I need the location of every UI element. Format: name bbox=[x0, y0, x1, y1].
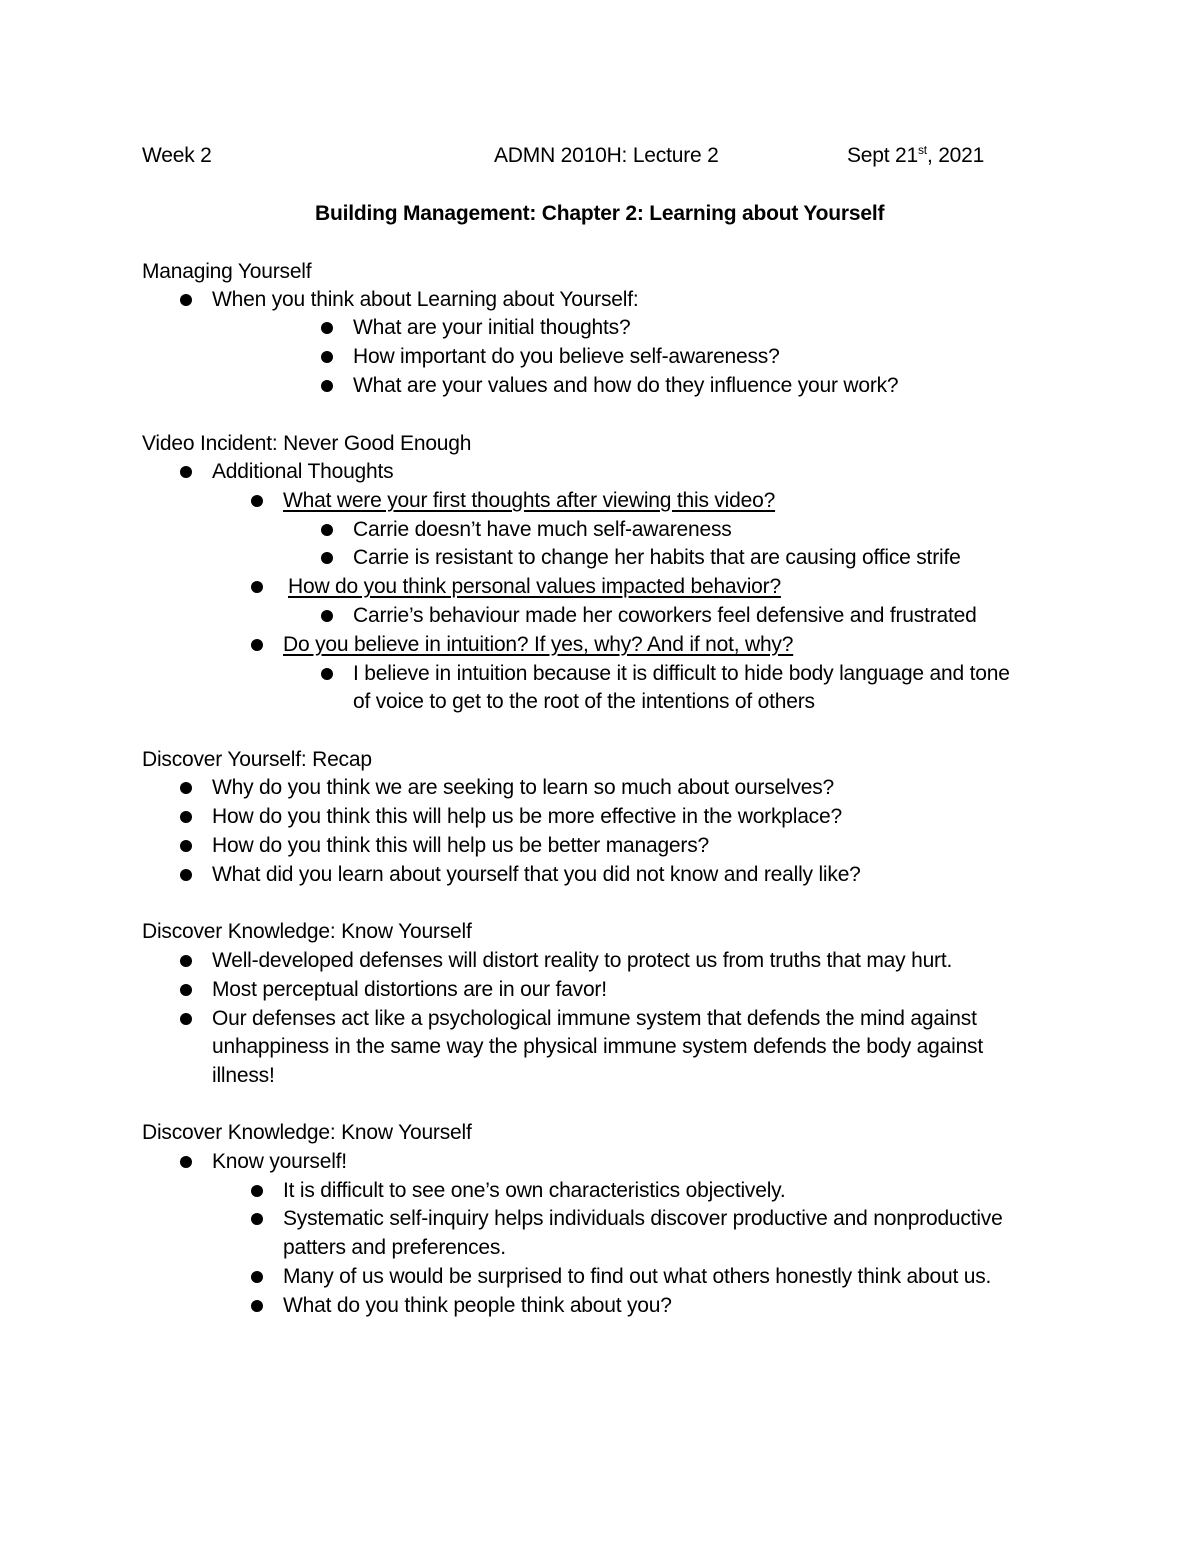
week-label: Week 2 bbox=[142, 144, 212, 167]
list-item: Our defenses act like a psychological immune system that defends the mind against bbox=[212, 1005, 977, 1033]
list-item: Carrie’s behaviour made her coworkers feel defensive and frustrated bbox=[353, 602, 977, 630]
date-suffix: , 2021 bbox=[926, 144, 985, 167]
question-item: Do you believe in intuition? If yes, why? And if not, why? bbox=[283, 631, 793, 659]
section-heading: Discover Knowledge: Know Yourself bbox=[142, 1121, 472, 1144]
list-item: What are your initial thoughts? bbox=[353, 314, 630, 342]
list-item: Why do you think we are seeking to learn so much about ourselves? bbox=[212, 774, 834, 802]
list-item: It is difficult to see one’s own characteristics objectively. bbox=[283, 1177, 786, 1205]
list-item: When you think about Learning about Yourself: bbox=[212, 286, 638, 314]
list-item: Carrie doesn’t have much self-awareness bbox=[353, 516, 732, 544]
list-item: What did you learn about yourself that you did not know and really like? bbox=[212, 861, 861, 889]
date-label bbox=[847, 142, 984, 170]
section-heading: Managing Yourself bbox=[142, 260, 312, 283]
page-title: Building Management: Chapter 2: Learning about Yourself bbox=[315, 202, 885, 225]
list-item: What do you think people think about you? bbox=[283, 1292, 672, 1320]
section-heading: Discover Knowledge: Know Yourself bbox=[142, 920, 472, 943]
question-item: What were your first thoughts after viewing this video? bbox=[283, 487, 775, 515]
list-item-continuation: unhappiness in the same way the physical immune system defends the body against bbox=[212, 1035, 983, 1058]
list-item-continuation: patters and preferences. bbox=[283, 1236, 506, 1259]
list-item: I believe in intuition because it is difficult to hide body language and tone bbox=[353, 660, 1010, 688]
date-prefix: Sept 21 bbox=[847, 144, 918, 167]
list-item: What are your values and how do they influence your work? bbox=[353, 372, 898, 400]
list-item: Additional Thoughts bbox=[212, 458, 393, 486]
section-heading: Discover Yourself: Recap bbox=[142, 748, 372, 771]
question-text: How do you think personal values impacted behavior? bbox=[288, 575, 781, 598]
list-item: How important do you believe self-awareness? bbox=[353, 343, 780, 371]
list-item-continuation: of voice to get to the root of the intentions of others bbox=[353, 690, 815, 713]
section-heading: Video Incident: Never Good Enough bbox=[142, 432, 472, 455]
list-item: How do you think this will help us be more effective in the workplace? bbox=[212, 803, 842, 831]
list-item: Carrie is resistant to change her habits that are causing office strife bbox=[353, 544, 961, 572]
date-ordinal: st bbox=[918, 143, 927, 157]
list-item-continuation: illness! bbox=[212, 1064, 275, 1087]
list-item: Systematic self-inquiry helps individuals discover productive and nonproductive bbox=[283, 1205, 1003, 1233]
course-label: ADMN 2010H: Lecture 2 bbox=[494, 144, 719, 167]
list-item: Many of us would be surprised to find out what others honestly think about us. bbox=[283, 1263, 991, 1291]
list-item: Most perceptual distortions are in our favor! bbox=[212, 976, 607, 1004]
list-item: Know yourself! bbox=[212, 1148, 347, 1176]
list-item: Well-developed defenses will distort reality to protect us from truths that may hurt. bbox=[212, 947, 952, 975]
list-item: How do you think this will help us be better managers? bbox=[212, 832, 709, 860]
question-item bbox=[283, 573, 781, 601]
